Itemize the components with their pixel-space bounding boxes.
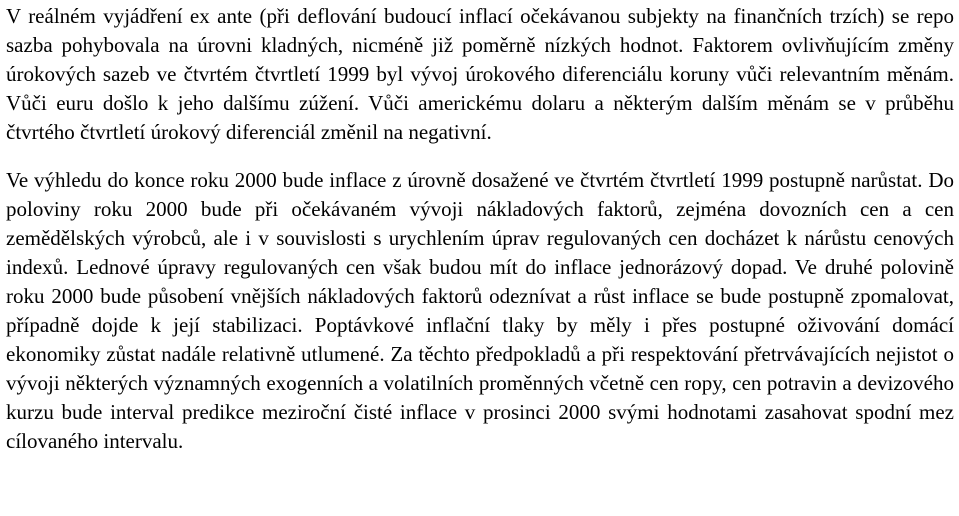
paragraph-inflation-outlook: Ve výhledu do konce roku 2000 bude inflace z úrovně dosažené ve čtvrtém čtvrtletí 1999 postupně narůstat. Do poloviny roku 2000 bude při očekávaném vývoji nákladových faktorů, zejména dovozních cen a cen zemědělských výrobců, ale i v souvislosti s urychlením úprav regulovaných cen docházet k nárůstu cenových indexů. Lednové úpravy regulovaných cen však budou mít do inflace jednorázový dopad. Ve druhé polovině roku 2000 bude působení vnějších nákladových faktorů odeznívat a růst inflace se bude postupně zpomalovat, případně dojde k její stabilizaci. Poptávkové inflační tlaky by měly i přes postupné oživování domácí ekonomiky zůstat nadále relativně utlumené. Za těchto předpokladů a při respektování přetrvávajících nejistot o vývoji některých významných exogenních a volatilních proměnných včetně cen ropy, cen potravin a devizového kurzu bude interval predikce meziroční čisté inflace v prosinci 2000 svými hodnotami zasahovat spodní mez cílovaného intervalu. [6,168,954,453]
paragraph-interest-rates: V reálném vyjádření ex ante (při deflování budoucí inflací očekávanou subjekty na finančních trzích) se repo sazba pohybovala na úrovni kladných, nicméně již poměrně nízkých hodnot. Faktorem ovlivňujícím změny úrokových sazeb ve čtvrtém čtvrtletí 1999 byl vývoj úrokového diferenciálu koruny vůči relevantním měnám. Vůči euru došlo k jeho dalšímu zúžení. Vůči americkému dolaru a některým dalším měnám se v průběhu čtvrtého čtvrtletí úrokový diferenciál změnil na negativní. [6,4,954,144]
document-page [6,0,954,456]
